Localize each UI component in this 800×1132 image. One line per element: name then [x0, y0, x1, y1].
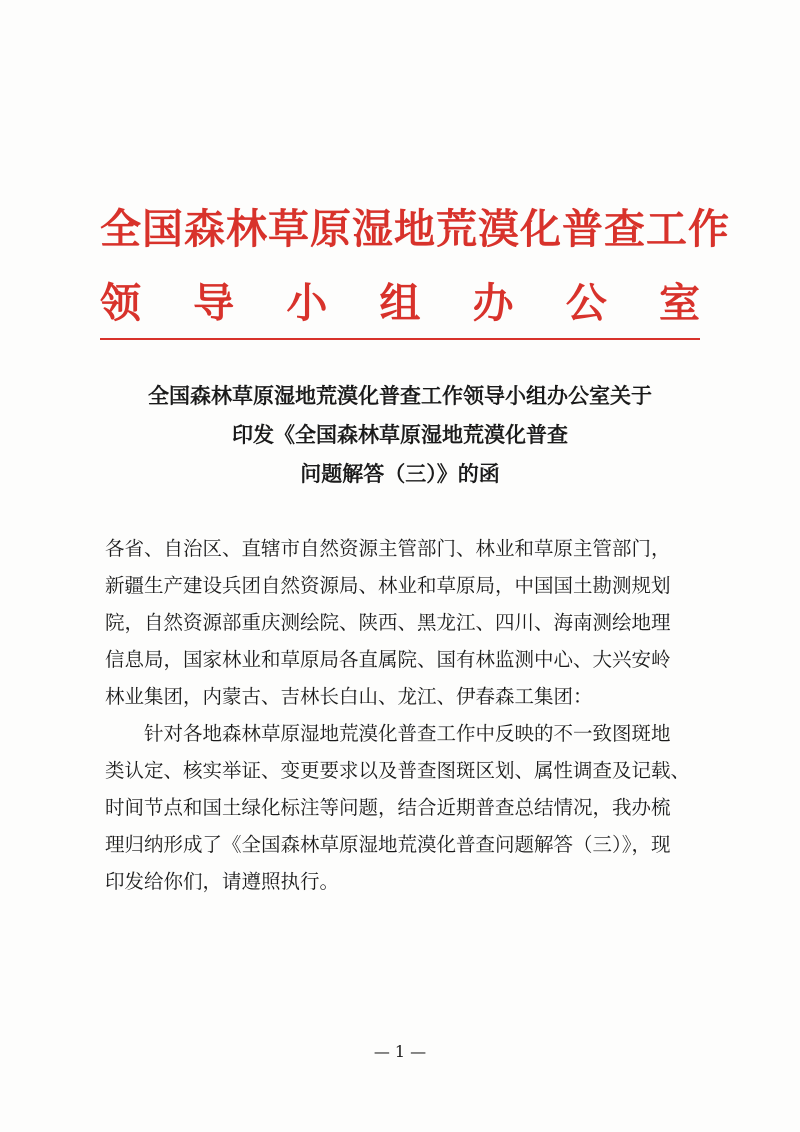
document-title-line2: 印发《全国森林草原湿地荒漠化普查	[232, 423, 568, 447]
paragraph-line: 印发给你们，请遵照执行。	[105, 870, 340, 893]
paragraph-line: 时间节点和国土绿化标注等问题，结合近期普查总结情况，我办梳	[105, 796, 671, 819]
addressee-line: 新疆生产建设兵团自然资源局、林业和草原局，中国国土勘测规划	[105, 574, 671, 597]
paragraph-line: 理归纳形成了《全国森林草原湿地荒漠化普查问题解答（三）》，现	[105, 833, 671, 856]
header-char: 室	[658, 279, 700, 327]
body-paragraph	[105, 715, 695, 900]
addressee-line: 院，自然资源部重庆测绘院、陕西、黑龙江、四川、海南测绘地理	[105, 611, 671, 634]
header-char: 领	[100, 279, 141, 327]
red-divider-line	[100, 338, 700, 340]
header-char: 组	[379, 279, 421, 327]
header-char: 小	[286, 279, 328, 327]
header-char: 公	[565, 279, 607, 327]
addressee-line: 各省、自治区、直辖市自然资源主管部门、林业和草原主管部门，	[105, 537, 671, 560]
header-title-line2	[100, 270, 700, 329]
document-title-line1: 全国森林草原湿地荒漠化普查工作领导小组办公室关于	[148, 384, 652, 408]
header-title-line1: 全国森林草原湿地荒漠化普查工作	[100, 205, 730, 253]
page-number: — 1 —	[373, 1042, 427, 1061]
addressee-line: 信息局，国家林业和草原局各直属院、国有林监测中心、大兴安岭	[105, 648, 671, 671]
addressee-line: 林业集团，内蒙古、吉林长白山、龙江、伊春森工集团：	[105, 685, 593, 708]
paragraph-line: 类认定、核实举证、变更要求以及普查图斑区划、属性调查及记载、	[105, 759, 691, 782]
document-title-line3: 问题解答（三）》的函	[300, 462, 500, 486]
header-char: 导	[193, 279, 235, 327]
addressee-block	[105, 530, 695, 715]
header-char: 办	[472, 279, 514, 327]
paragraph-line: 针对各地森林草原湿地荒漠化普查工作中反映的不一致图斑地	[105, 722, 671, 745]
